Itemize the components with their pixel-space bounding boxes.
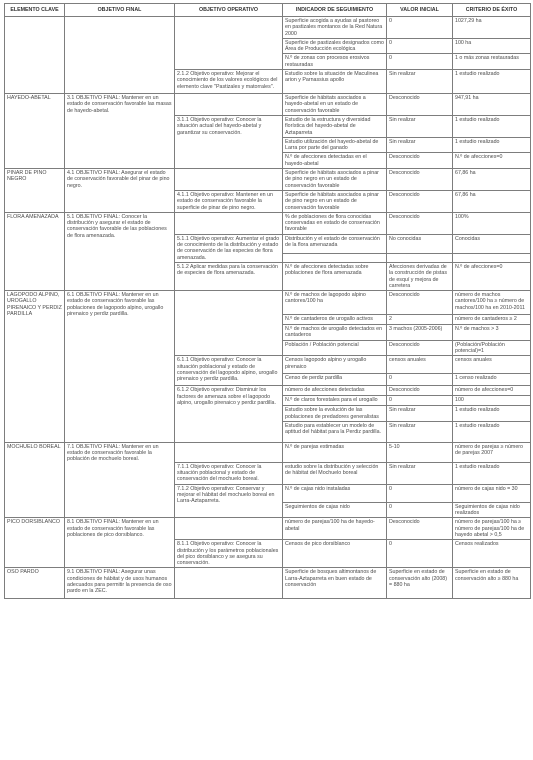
table-cell: Desconocido [387, 94, 453, 116]
table-cell: 100 [453, 396, 531, 406]
table-cell: N.º de zonas con procesos erosivos restauradas [283, 54, 387, 70]
table-cell: 1 estudio realizado [453, 137, 531, 153]
header-criterio-exito: CRITERIO DE ÉXITO [453, 4, 531, 17]
table-cell: 0 [387, 484, 453, 502]
table-cell: Desconocido [387, 340, 453, 356]
table-cell: número de cajas nido = 30 [453, 484, 531, 502]
table-cell: número de afecciones detectadas [283, 386, 387, 396]
table-cell: estudio sobre la distribución y selección de hábitat del Mochuelo boreal [283, 462, 387, 484]
table-cell: Superficie en estado de conservación alto (2008) = 880 ha [387, 568, 453, 599]
table-cell [175, 212, 283, 234]
table-cell [175, 291, 283, 356]
table-cell: N.º de machos > 3 [453, 325, 531, 341]
table-cell: 5.1.2 Aplicar medidas para la conservación de especies de flora amenazada. [175, 262, 283, 290]
table-cell: 6.1 OBJETIVO FINAL: Mantener en un estado de conservación favorable las poblaciones de lagopodo alpino, urogallo pirenaico y perdiz pardilla. [65, 291, 175, 443]
table-cell: Censos de pico dorsiblanco [283, 540, 387, 568]
table-cell: 1 estudio realizado [453, 115, 531, 137]
table-cell: 9.1 OBJETIVO FINAL: Asegurar unas condiciones de hábitat y de usos humanos adecuados para permitir la presencia de oso pardo en la ZEC. [65, 568, 175, 599]
table-cell: 4.1 OBJETIVO FINAL: Asegurar el estado de conservación favorable del pinar de pino negro. [65, 169, 175, 213]
table-cell: 8.1 OBJETIVO FINAL: Mantener en un estado de conservación favorable las poblaciones de pico dorsiblanco. [65, 518, 175, 568]
table-cell: Censos realizados [453, 540, 531, 568]
table-cell: MOCHUELO BOREAL [5, 442, 65, 517]
table-cell: 5-10 [387, 442, 453, 462]
table-cell [175, 518, 283, 540]
table-cell [65, 17, 175, 94]
table-cell: Superficie de bosques altimontanos de Larra-Aztaparreta en buen estado de conservación [283, 568, 387, 599]
table-cell: Desconocido [387, 518, 453, 540]
table-cell: Desconocido [387, 212, 453, 234]
header-valor-inicial: VALOR INICIAL [387, 4, 453, 17]
table-cell: Desconocido [387, 386, 453, 396]
table-cell: Desconocido [387, 190, 453, 212]
table-cell: 0 [387, 38, 453, 54]
table-cell: 2 [387, 315, 453, 325]
table-cell: N.º de afecciones=0 [453, 153, 531, 169]
table-cell [175, 442, 283, 462]
table-cell: No conocidas [387, 234, 453, 254]
table-cell: 1 censo realizado [453, 374, 531, 386]
table-cell: 1 estudio realizado [453, 70, 531, 94]
table-row [5, 568, 531, 599]
table-row [5, 442, 531, 462]
table-row [5, 212, 531, 234]
table-cell: 6.1.1 Objetivo operativo: Conocer la situación poblacional y estado de conservación del lagopodo alpino, urogallo pirenaico y perdiz pardilla. [175, 356, 283, 386]
table-cell: Superficie acogida a ayudas al pastoreo en pastizales montanos de la Red Natura 2000 [283, 17, 387, 39]
table-cell: HAYEDO-ABETAL [5, 94, 65, 169]
table-cell: Conocidas [453, 234, 531, 254]
table-header-row [5, 4, 531, 17]
table-cell: 0 [387, 374, 453, 386]
table-cell: Estudio sobre la evolución de las poblaciones de predadores generalistas [283, 406, 387, 422]
table-cell: Desconocido [387, 169, 453, 191]
table-cell [387, 254, 453, 263]
table-cell: Superficie en estado de conservación alto ≥ 880 ha [453, 568, 531, 599]
header-objetivo-final: OBJETIVO FINAL [65, 4, 175, 17]
table-cell: número de afecciones=0 [453, 386, 531, 396]
table-cell [175, 17, 283, 70]
table-cell: FLORA AMENAZADA [5, 212, 65, 290]
table-cell: número de parejas/100 ha de hayedo-abetal [283, 518, 387, 540]
table-cell: 7.1.1 Objetivo operativo: Conocer la situación poblacional y estado de conservación del mochuelo boreal. [175, 462, 283, 484]
table-cell: 5.1 OBJETIVO FINAL: Conocer la distribución y asegurar el estado de conservación favorable de las poblaciones de flora amenazada. [65, 212, 175, 290]
table-cell: Afecciones derivadas de la construcción de pistas de esquí y mejora de carretera [387, 262, 453, 290]
table-cell: Distribución y el estado de conservación de la flora amenazada [283, 234, 387, 254]
table-cell: 3.1 OBJETIVO FINAL: Mantener en un estado de conservación favorable las masas de hayedo-abetal. [65, 94, 175, 169]
table-cell: 947,91 ha [453, 94, 531, 116]
table-cell [453, 254, 531, 263]
table-cell: PICO DORSIBLANCO [5, 518, 65, 568]
table-cell: 1027,29 ha [453, 17, 531, 39]
table-cell: PINAR DE PINO NEGRO [5, 169, 65, 213]
table-cell: % de poblaciones de flora conocidas conservadas en estado de conservación favorable [283, 212, 387, 234]
table-row [5, 169, 531, 191]
table-cell: censos anuales [453, 356, 531, 374]
table-cell: Superficie de hábitats asociados a pinar de pino negro en un estado de conservación favorable [283, 190, 387, 212]
table-cell: LAGOPODO ALPINO, UROGALLO PIRENAICO Y PERDIZ PARDILLA [5, 291, 65, 443]
table-cell: Censo de perdiz pardilla [283, 374, 387, 386]
table-cell: 0 [387, 54, 453, 70]
table-row [5, 291, 531, 315]
table-cell: censos anuales [387, 356, 453, 374]
table-cell: 0 [387, 396, 453, 406]
table-cell: 3 machos (2005-2006) [387, 325, 453, 341]
table-cell: N.º de cajas nido instaladas [283, 484, 387, 502]
table-cell: 100% [453, 212, 531, 234]
table-cell [175, 169, 283, 191]
table-cell: N.º de cantaderos de urogallo activos [283, 315, 387, 325]
table-cell: Estudio para establecer un modelo de aptitud del hábitat para la Perdiz pardilla. [283, 421, 387, 442]
table-cell: 1 estudio realizado [453, 406, 531, 422]
table-cell: N.º de claros forestales para el urogallo [283, 396, 387, 406]
table-cell: Superficie de pastizales designados como Área de Producción ecológica [283, 38, 387, 54]
table-cell: 2.1.2 Objetivo operativo: Mejorar el conocimiento de los valores ecológicos del elemento clave "Pastizales y matorrales". [175, 70, 283, 94]
table-row [5, 518, 531, 540]
table-cell: Estudio de la estructura y diversidad florística del hayedo-abetal de Aztaparreta [283, 115, 387, 137]
table-cell: Desconocido [387, 153, 453, 169]
table-cell: 100 ha [453, 38, 531, 54]
table-cell: Superficie de hábitats asociados a hayedo-abetal en un estado de conservación favorable [283, 94, 387, 116]
table-cell: 6.1.2 Objetivo operativo: Disminuir los factores de amenaza sobre el lagopodo alpino, urogallo pirenaico y perdiz pardilla. [175, 386, 283, 443]
table-cell: 67,86 ha [453, 169, 531, 191]
table-cell [5, 17, 65, 94]
table-cell: N.º de parejas estimadas [283, 442, 387, 462]
table-row [5, 17, 531, 39]
table-cell: Censos lagopodo alpino y urogallo pirenaico [283, 356, 387, 374]
table-cell: 3.1.1 Objetivo operativo: Conocer la situación actual del hayedo-abetal y garantizar su conservación. [175, 115, 283, 168]
table-cell: número de cantaderos ≥ 2 [453, 315, 531, 325]
table-cell: 8.1.1 Objetivo operativo: Conocer la distribución y los parámetros poblacionales del pico dorsiblanco y se asegura su conservación. [175, 540, 283, 568]
table-cell: Sin realizar [387, 462, 453, 484]
table-cell: (Población/Población potencial)=1 [453, 340, 531, 356]
table-cell: 4.1.1 Objetivo operativo: Mantener en un estado de conservación favorable la superficie de pinar de pino negro. [175, 190, 283, 212]
table-cell: 1 estudio realizado [453, 462, 531, 484]
table-cell: 1 o más zonas restauradas [453, 54, 531, 70]
table-cell: número de parejas ≥ número de parejas 2007 [453, 442, 531, 462]
table-cell [175, 94, 283, 116]
table-cell: 0 [387, 540, 453, 568]
table-cell: Población / Población potencial [283, 340, 387, 356]
table-row [5, 94, 531, 116]
table-cell: Desconocido [387, 291, 453, 315]
header-indicador: INDICADOR DE SEGUIMIENTO [283, 4, 387, 17]
table-cell: Sin realizar [387, 406, 453, 422]
table-cell: Sin realizar [387, 421, 453, 442]
table-cell: 5.1.1 Objetivo operativo: Aumentar el grado de conocimiento de la distribución y estado de conservación de las especies de flora amenazada. [175, 234, 283, 262]
table-cell: 67,86 ha [453, 190, 531, 212]
table-cell: Sin realizar [387, 137, 453, 153]
table-cell: número de machos cantores/100 ha ≥ número de machos/100 ha en 2010-2011 [453, 291, 531, 315]
table-cell: 7.1 OBJETIVO FINAL: Mantener en un estado de conservación favorable la población de mochuelo boreal. [65, 442, 175, 517]
table-cell: Seguimientos de cajas nido realizados [453, 502, 531, 518]
table-cell: número de parejas/100 ha ≥ número de parejas/100 ha de hayedo abetal > 0,5 [453, 518, 531, 540]
header-objetivo-operativo: OBJETIVO OPERATIVO [175, 4, 283, 17]
table-cell: 0 [387, 502, 453, 518]
monitoring-table [4, 3, 531, 599]
table-body [5, 17, 531, 599]
table-cell: N.º de machos de urogallo detectados en cantaderos [283, 325, 387, 341]
table-cell: N.º de afecciones=0 [453, 262, 531, 290]
header-elemento-clave: ELEMENTO CLAVE [5, 4, 65, 17]
table-cell: Seguimientos de cajas nido [283, 502, 387, 518]
table-cell: Sin realizar [387, 70, 453, 94]
table-cell: OSO PARDO [5, 568, 65, 599]
table-cell: 7.1.2 Objetivo operativo: Conservar y mejorar el hábitat del mochuelo boreal en Larra-Aztaparreta. [175, 484, 283, 518]
table-cell: N.º de afecciones detectadas sobre poblaciones de flora amenazada [283, 262, 387, 290]
table-cell: Estudio utilización del hayedo-abetal de Larra por parte del ganado [283, 137, 387, 153]
table-cell [283, 254, 387, 263]
table-cell: N.º de machos de lagopodo alpino cantores/100 ha [283, 291, 387, 315]
table-cell: Sin realizar [387, 115, 453, 137]
table-cell: Estudio sobre la situación de Maculinea arion y Parnassius apollo [283, 70, 387, 94]
table-cell [175, 568, 283, 599]
table-cell: Superficie de hábitats asociados a pinar de pino negro en un estado de conservación favorable [283, 169, 387, 191]
table-cell: N.º de afecciones detectadas en el hayedo-abetal [283, 153, 387, 169]
table-cell: 1 estudio realizado [453, 421, 531, 442]
table-cell: 0 [387, 17, 453, 39]
